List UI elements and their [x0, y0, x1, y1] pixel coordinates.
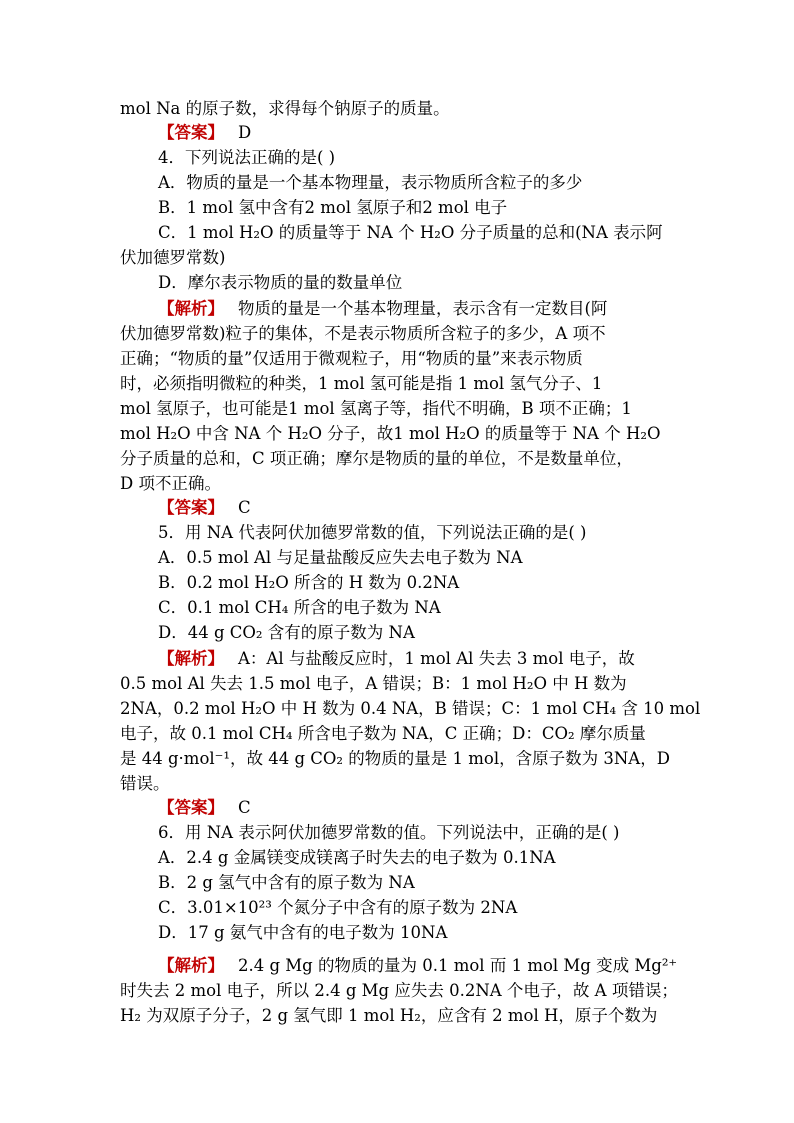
- option-b: B．1 mol 氢中含有2 mol 氢原子和2 mol 电子: [158, 198, 508, 217]
- answer-value: C: [238, 498, 251, 517]
- option-d: D．17 g 氨气中含有的电子数为 10NA: [158, 923, 448, 942]
- answer-value: D: [238, 123, 252, 142]
- answer-value: C: [238, 798, 251, 817]
- option-c: C．3.01×10²³ 个氮分子中含有的原子数为 2NA: [158, 898, 518, 917]
- analysis-text: 物质的量是一个基本物理量，表示含有一定数目(阿: [238, 299, 608, 318]
- answer-label: 【答案】: [158, 798, 224, 817]
- text-line: mol 氢原子，也可能是1 mol 氢离子等，指代不明确，B 项不正确；1: [120, 399, 632, 418]
- analysis-line: [158, 955, 678, 979]
- option-a: A．物质的量是一个基本物理量，表示物质所含粒子的多少: [158, 173, 583, 192]
- option-b: B．0.2 mol H₂O 所含的 H 数为 0.2NA: [158, 573, 460, 592]
- option-b: B．2 g 氢气中含有的原子数为 NA: [158, 873, 415, 892]
- analysis-label: 【解析】: [158, 649, 224, 668]
- option-a: A．2.4 g 金属镁变成镁离子时失去的电子数为 0.1NA: [158, 848, 556, 867]
- option-a: A．0.5 mol Al 与足量盐酸反应失去电子数为 NA: [158, 548, 523, 567]
- analysis-label: 【解析】: [158, 956, 224, 975]
- text-line: H₂ 为双原子分子，2 g 氢气即 1 mol H₂，应含有 2 mol H，原子个数为: [120, 1006, 658, 1025]
- analysis-line: [158, 648, 675, 672]
- text-line: 错误。: [120, 774, 170, 793]
- option-c: C．0.1 mol CH₄ 所含的电子数为 NA: [158, 598, 441, 617]
- text-line: mol Na 的原子数，求得每个钠原子的质量。: [120, 99, 450, 118]
- analysis-line: [158, 298, 675, 322]
- text-line: 分子质量的总和，C 项正确；摩尔是物质的量的单位，不是数量单位，: [120, 449, 633, 468]
- answer-line: [158, 797, 675, 821]
- analysis-label: 【解析】: [158, 299, 224, 318]
- answer-label: 【答案】: [158, 498, 224, 517]
- text-line: 电子，故 0.1 mol CH₄ 所含电子数为 NA，C 正确；D：CO₂ 摩尔质量: [120, 724, 646, 743]
- text-line: 2NA，0.2 mol H₂O 中 H 数为 0.4 NA，B 错误；C：1 mol CH₄ 含 10 mol: [120, 699, 701, 718]
- analysis-text: A：Al 与盐酸反应时，1 mol Al 失去 3 mol 电子，故: [238, 649, 635, 668]
- answer-line: [158, 122, 675, 146]
- text-line: 正确；“物质的量”仅适用于微观粒子，用“物质的量”来表示物质: [120, 349, 583, 368]
- question-4-stem: 4．下列说法正确的是( ): [158, 148, 336, 167]
- text-line: 时失去 2 mol 电子，所以 2.4 g Mg 应失去 0.2NA 个电子，故 A 项错误；: [120, 981, 678, 1000]
- option-d: D．摩尔表示物质的量的数量单位: [158, 273, 403, 292]
- question-6-stem: 6．用 NA 表示阿伏加德罗常数的值。下列说法中，正确的是( ): [158, 823, 620, 842]
- text-line: 是 44 g·mol⁻¹，故 44 g CO₂ 的物质的量是 1 mol，含原子数为 3NA，D: [120, 749, 670, 768]
- option-d: D．44 g CO₂ 含有的原子数为 NA: [158, 623, 415, 642]
- question-5-stem: 5．用 NA 代表阿伏加德罗常数的值，下列说法正确的是( ): [158, 523, 587, 542]
- option-c: C．1 mol H₂O 的质量等于 NA 个 H₂O 分子质量的总和(NA 表示阿: [158, 223, 663, 242]
- option-c-cont: 伏加德罗常数): [120, 248, 226, 267]
- text-line: 0.5 mol Al 失去 1.5 mol 电子，A 错误；B：1 mol H₂O 中 H 数为: [120, 674, 627, 693]
- answer-label: 【答案】: [158, 123, 224, 142]
- text-line: 时，必须指明微粒的种类，1 mol 氢可能是指 1 mol 氢气分子、1: [120, 374, 603, 393]
- text-line: mol H₂O 中含 NA 个 H₂O 分子，故1 mol H₂O 的质量等于 NA 个 H₂O: [120, 424, 661, 443]
- answer-line: [158, 497, 675, 521]
- text-line: D 项不正确。: [120, 474, 221, 493]
- analysis-text: 2.4 g Mg 的物质的量为 0.1 mol 而 1 mol Mg 变成 Mg²⁺: [238, 956, 678, 975]
- text-line: 伏加德罗常数)粒子的集体，不是表示物质所含粒子的多少，A 项不: [120, 324, 606, 343]
